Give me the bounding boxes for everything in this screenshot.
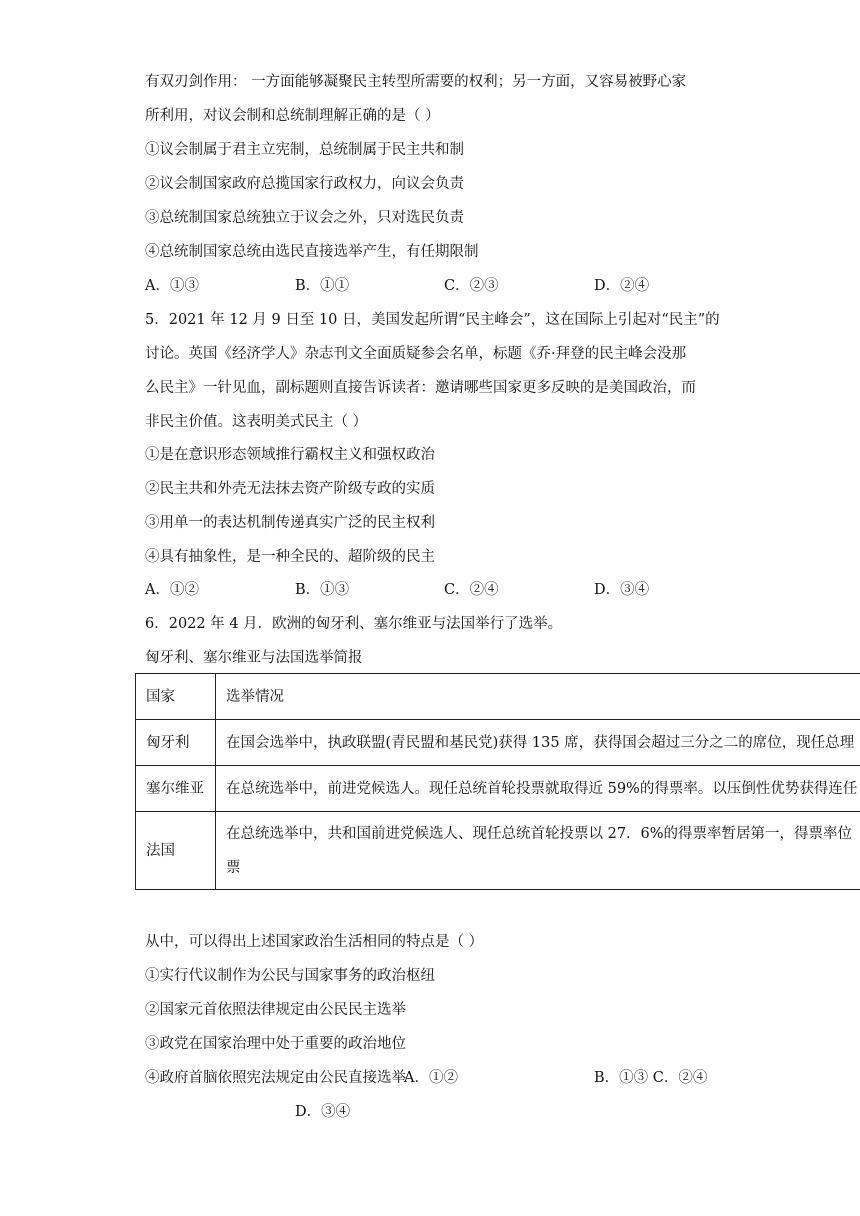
q6-item-1: ①实行代议制作为公民与国家事务的政治枢纽 xyxy=(145,968,435,984)
q5-item-1: ①是在意识形态领域推行霸权主义和强权政治 xyxy=(145,447,435,463)
q5-item-3: ③用单一的表达机制传递真实广泛的民主权利 xyxy=(145,515,435,531)
q6-followup: 从中，可以得出上述国家政治生活相同的特点是（ ） xyxy=(145,934,484,950)
table-cell-country: 匈牙利 xyxy=(136,720,216,766)
q6-table-title: 匈牙利、塞尔维亚与法国选举简报 xyxy=(145,650,363,666)
q5-stem-line3: 么民主》一针见血，副标题则直接告诉读者：邀请哪些国家更多反映的是美国政治，而 xyxy=(145,380,696,396)
table-cell-situation: 在总统选举中，前进党候选人。现任总统首轮投票就取得近 59%的得票率。以压倒性优势获得连任 xyxy=(216,766,860,812)
q4-stem-line1: 有双刃剑作用： 一方面能够凝聚民主转型所需要的权利；另一方面，又容易被野心家 xyxy=(145,74,687,90)
q5-stem-line4: 非民主价值。这表明美式民主（ ） xyxy=(145,414,368,430)
q4-stem-line2: 所利用，对议会制和总统制理解正确的是（ ） xyxy=(145,108,440,124)
q4-option-c: C．②③ xyxy=(444,278,499,294)
q5-option-d: D．③④ xyxy=(594,582,650,598)
q4-item-2: ②议会制国家政府总揽国家行政权力，向议会负责 xyxy=(145,176,464,192)
q5-item-2: ②民主共和外壳无法抹去资产阶级专政的实质 xyxy=(145,481,435,497)
q6-option-d: D．③④ xyxy=(295,1104,351,1120)
table-header-row xyxy=(136,674,860,720)
q5-option-b: B．①③ xyxy=(295,582,350,598)
table-cell-line: 在总统选举中，共和国前进党候选人、现任总统首轮投票以 27．6%的得票率暂居第一，得票率位 xyxy=(226,825,853,842)
q5-stem-line2: 讨论。英国《经济学人》杂志刊文全面质疑参会名单，标题《乔·拜登的民主峰会没那 xyxy=(145,346,687,362)
q4-option-b: B．①① xyxy=(295,278,350,294)
table-cell-country: 塞尔维亚 xyxy=(136,766,216,812)
table-cell-situation xyxy=(216,812,860,890)
q6-option-bc: B．①③ C．②④ xyxy=(594,1070,708,1086)
q5-option-c: C．②④ xyxy=(444,582,499,598)
table-cell-line: 票 xyxy=(226,859,241,876)
election-brief-table xyxy=(135,673,860,890)
table-row xyxy=(136,766,860,812)
table-row xyxy=(136,720,860,766)
q6-option-a: A．①② xyxy=(404,1070,458,1086)
q6-item-2: ②国家元首依照法律规定由公民民主选举 xyxy=(145,1002,406,1018)
q4-option-a: A．①③ xyxy=(145,278,199,294)
table-header-country: 国家 xyxy=(136,674,216,720)
q6-item-4: ④政府首脑依照宪法规定由公民直接选举 xyxy=(145,1070,406,1086)
table-header-situation: 选举情况 xyxy=(216,674,860,720)
q5-stem-line1: 5．2021 年 12 月 9 日至 10 日，美国发起所谓“民主峰会”，这在国际上引起对“民主”的 xyxy=(145,312,720,328)
q4-option-d: D．②④ xyxy=(594,278,650,294)
q6-stem: 6．2022 年 4 月．欧洲的匈牙利、塞尔维亚与法国举行了选举。 xyxy=(145,616,563,632)
q4-item-3: ③总统制国家总统独立于议会之外，只对选民负责 xyxy=(145,210,464,226)
table-cell-situation: 在国会选举中，执政联盟(青民盟和基民党)获得 135 席，获得国会超过三分之二的席位，现任总理 xyxy=(216,720,860,766)
q5-option-a: A．①② xyxy=(145,582,199,598)
q5-item-4: ④具有抽象性，是一种全民的、超阶级的民主 xyxy=(145,549,435,565)
q4-item-1: ①议会制属于君主立宪制，总统制属于民主共和制 xyxy=(145,142,464,158)
q4-item-4: ④总统制国家总统由选民直接选举产生，有任期限制 xyxy=(145,244,479,260)
table-cell-country: 法国 xyxy=(136,812,216,890)
table-row xyxy=(136,812,860,890)
q6-item-3: ③政党在国家治理中处于重要的政治地位 xyxy=(145,1036,406,1052)
